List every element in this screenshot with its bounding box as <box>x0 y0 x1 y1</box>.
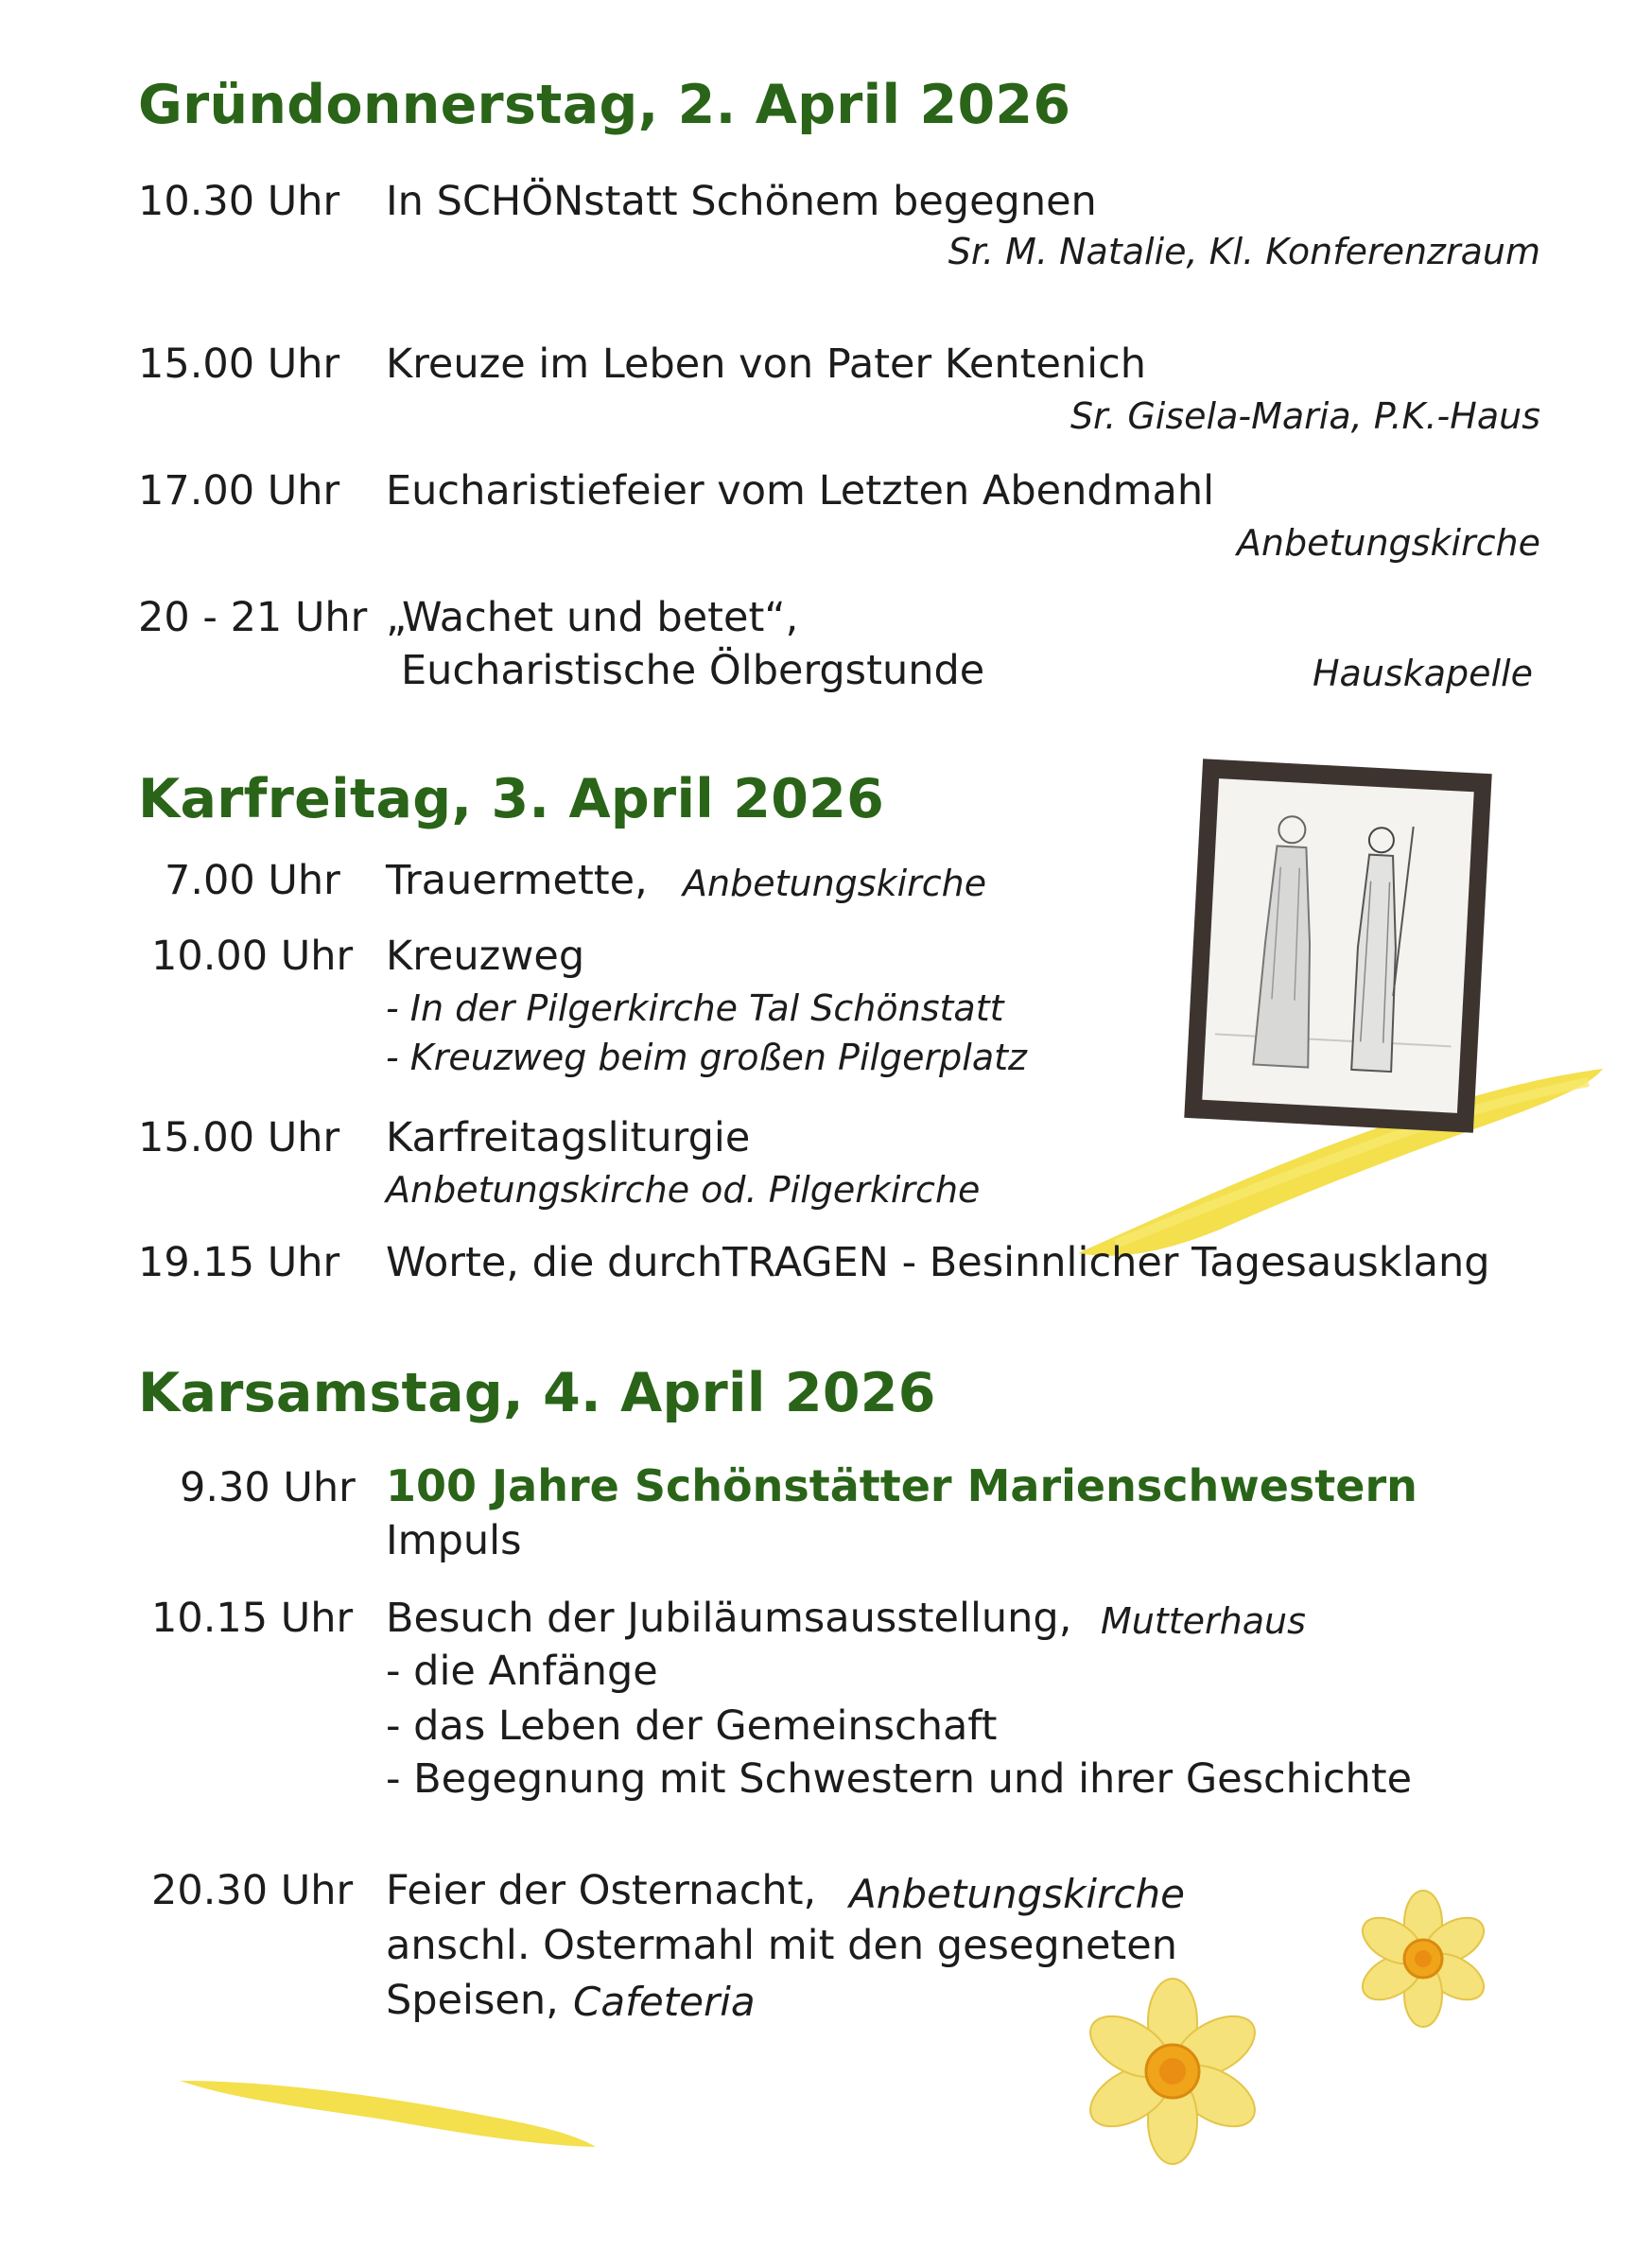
event-place: Sr. Gisela-Maria, P.K.-Haus <box>1069 395 1540 437</box>
event-title: Karfreitagsliturgie <box>386 1114 751 1161</box>
event-place: Anbetungskirche <box>849 1871 1185 1917</box>
event-subitem: - das Leben der Gemeinschaft <box>386 1702 998 1750</box>
event-title: Kreuzweg <box>386 933 585 980</box>
event-title-highlight: 100 Jahre Schönstätter Marienschwestern <box>386 1460 1417 1511</box>
event-time: 10.00 Uhr <box>151 933 354 980</box>
event-time: 10.15 Uhr <box>151 1595 354 1642</box>
event-subitem: - In der Pilgerkirche Tal Schönstatt <box>386 987 1004 1029</box>
event-subitem: - die Anfänge <box>386 1648 658 1695</box>
event-title: Trauermette, <box>386 857 648 904</box>
event-title: Besuch der Jubiläumsausstellung, <box>386 1595 1072 1642</box>
event-time: 15.00 Uhr <box>138 1114 340 1161</box>
daffodil-icon <box>1352 1888 1494 2030</box>
event-place: Anbetungskirche <box>683 863 987 904</box>
event-line2: anschl. Ostermahl mit den gesegneten <box>386 1922 1177 1969</box>
event-subitem: - Begegnung mit Schwestern und ihrer Geschichte <box>386 1755 1413 1803</box>
event-time: 7.00 Uhr <box>165 857 340 904</box>
event-line3: Speisen, <box>386 1977 559 2024</box>
day-heading-thursday: Gründonnerstag, 2. April 2026 <box>138 74 1071 136</box>
yellow-brush-stroke-decoration <box>170 2062 605 2166</box>
framed-drawing-jesus-and-pilate-icon <box>1173 757 1504 1135</box>
event-title: Feier der Osternacht, <box>386 1867 817 1914</box>
event-place: Anbetungskirche <box>1236 522 1540 564</box>
daffodil-icon <box>1078 1977 1267 2166</box>
event-time: 9.30 Uhr <box>180 1464 356 1511</box>
event-time: 19.15 Uhr <box>138 1239 340 1286</box>
event-subitem: - Kreuzweg beim großen Pilgerplatz <box>386 1037 1027 1078</box>
event-time: 15.00 Uhr <box>138 340 340 388</box>
event-title: In SCHÖNstatt Schönem begegnen <box>386 178 1097 225</box>
event-title: Eucharistiefeier vom Letzten Abendmahl <box>386 467 1215 515</box>
event-time: 20.30 Uhr <box>151 1867 354 1914</box>
event-time: 17.00 Uhr <box>138 467 340 515</box>
event-title: Kreuze im Leben von Pater Kentenich <box>386 340 1147 388</box>
event-place: Anbetungskirche od. Pilgerkirche <box>386 1169 981 1211</box>
event-title: Worte, die durchTRAGEN - Besinnlicher Tagesausklang <box>386 1239 1490 1286</box>
event-time: 10.30 Uhr <box>138 178 340 225</box>
event-title: „Wachet und betet“, <box>386 594 799 641</box>
event-title-line2: Eucharistische Ölbergstunde <box>401 647 985 694</box>
day-heading-saturday: Karsamstag, 4. April 2026 <box>138 1362 936 1424</box>
event-time: 20 - 21 Uhr <box>138 594 368 641</box>
day-heading-friday: Karfreitag, 3. April 2026 <box>138 768 885 830</box>
event-place: Mutterhaus <box>1101 1600 1306 1642</box>
event-place: Sr. M. Natalie, Kl. Konferenzraum <box>948 231 1540 272</box>
event-place: Hauskapelle <box>1312 653 1533 694</box>
event-place: Cafeteria <box>573 1979 756 2025</box>
event-line2: Impuls <box>386 1517 522 1564</box>
